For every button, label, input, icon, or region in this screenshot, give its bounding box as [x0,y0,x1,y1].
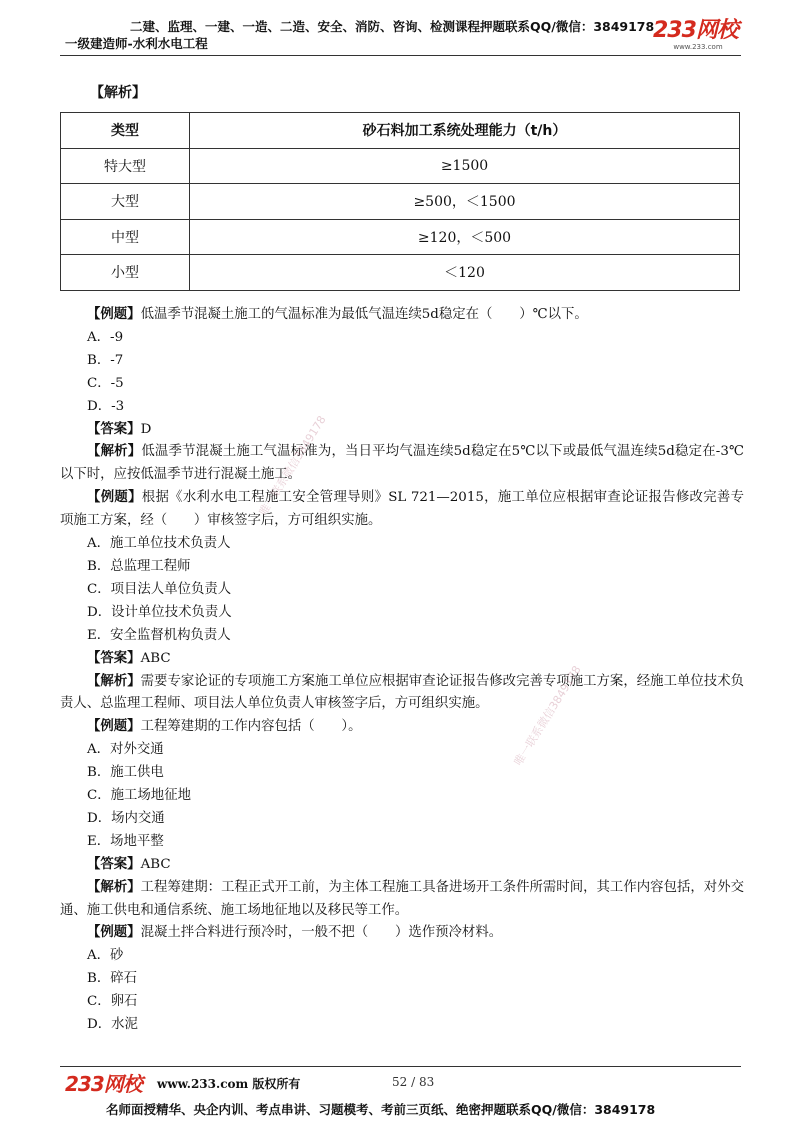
option-item: C．施工场地征地 [87,788,191,804]
answer-value: D [140,421,152,437]
answer-line [60,648,744,671]
explanation-text: 工程筹建期：工程正式开工前，为主体工程施工具备进场开工条件所需时间，其工作内容包括，对外交通、施工供电和通信系统、施工场地征地以及移民等工作。 [60,879,745,918]
option-item: C．-5 [87,375,124,391]
option-item: B．总监理工程师 [87,558,191,574]
explanation-text: 低温季节混凝土施工气温标准为，当日平均气温连续5d稳定在5℃以下或最低气温连续5d稳定在-3℃以下时，应按低温季节进行混凝土施工。 [60,444,745,483]
copyright-text: www.233.com 版权所有 [157,1077,301,1091]
answer-value: ABC [140,650,171,666]
table-cell: ≥1500 [190,148,740,184]
questions-body [60,304,744,1037]
document-subtitle: 一级建造师-水利水电工程 [65,36,208,51]
option-item: A．砂 [87,948,124,964]
option-item: D．场内交通 [87,810,165,826]
table-header-cell: 类型 [61,113,190,149]
option-item: A．施工单位技术负责人 [87,536,231,552]
option-item: B．-7 [87,352,124,368]
option-item: A．-9 [87,329,124,345]
answer-tag: 【答案】 [87,421,141,437]
header-contact-line: 二建、监理、一建、一造、二造、安全、消防、咨询、检测课程押题联系QQ/微信：3849178 [130,19,655,34]
table-row [61,219,740,255]
option-item: D．-3 [87,398,125,414]
table-cell: 特大型 [61,148,190,184]
answer-tag: 【答案】 [87,856,141,872]
table-row [61,184,740,220]
option-item: A．对外交通 [87,742,164,758]
explanation-text: 需要专家论证的专项施工方案施工单位应根据审查论证报告修改完善专项施工方案，经施工单位技术负责人、总监理工程师、项目法人单位负责人审核签字后，方可组织实施。 [60,673,745,712]
explanation-tag: 【解析】 [87,444,142,460]
explanation [60,877,744,923]
option-item: D．设计单位技术负责人 [87,604,232,620]
footer-promo-line: 名师面授精华、央企内训、考点串讲、习题模考、考前三页纸、绝密押题联系QQ/微信：3849178 [106,1102,656,1117]
watermark-text: 唯一联系微信3849178 [511,663,584,768]
question-stem [60,304,744,327]
question-tag: 【例题】 [87,925,141,941]
table-row [61,255,740,291]
table-cell: ≥120，＜500 [190,219,740,255]
logo-url: www.233.com [673,43,723,51]
header-divider [60,55,741,56]
table-cell: ≥500，＜1500 [190,184,740,220]
question-stem [60,922,744,945]
table-cell: 大型 [61,184,190,220]
section-title: 【解析】 [90,85,146,101]
question-stem [60,487,744,533]
question-text: 工程筹建期的工作内容包括（ ）。 [140,719,362,735]
watermark-text: 唯一联系微信3849178 [256,413,329,518]
question-text: 混凝土拌合料进行预冷时，一般不把（ ）选作预冷材料。 [140,925,503,941]
answer-tag: 【答案】 [87,650,141,666]
footer-divider [60,1066,741,1067]
option-item: C．卵石 [87,994,138,1010]
table-header-row [61,113,740,149]
table-cell: 小型 [61,255,190,291]
option-item: D．水泥 [87,1017,138,1033]
footer-logo: 233网校 [65,1072,142,1096]
option-item: E．场地平整 [87,833,164,849]
answer-value: ABC [140,856,171,872]
question-tag: 【例题】 [87,719,141,735]
page-number: 52 / 83 [392,1075,435,1089]
table-cell: 中型 [61,219,190,255]
question-text: 根据《水利水电工程施工安全管理导则》SL 721—2015，施工单位应根据审查论证报告修改完善专项施工方案，经（ ）审核签字后，方可组织实施。 [60,490,744,529]
question-tag: 【例题】 [87,307,141,322]
capacity-table [60,112,740,291]
question-tag: 【例题】 [87,490,142,506]
answer-line [60,854,744,877]
option-item: B．施工供电 [87,765,164,781]
explanation-tag: 【解析】 [87,673,141,689]
question-stem [60,716,744,739]
explanation [60,671,744,717]
table-row [61,148,740,184]
explanation-tag: 【解析】 [87,879,141,895]
brand-logo [653,20,743,52]
answer-line [60,419,744,442]
table-header-cell: 砂石料加工系统处理能力（t/h） [190,113,740,149]
question-text: 低温季节混凝土施工的气温标准为最低气温连续5d稳定在（ ）℃以下。 [140,307,588,322]
logo-text: 233网校 [653,18,738,43]
option-item: E．安全监督机构负责人 [87,627,231,643]
explanation [60,441,744,487]
option-item: B．碎石 [87,971,138,987]
option-item: C．项目法人单位负责人 [87,581,232,597]
table-cell: ＜120 [190,255,740,291]
